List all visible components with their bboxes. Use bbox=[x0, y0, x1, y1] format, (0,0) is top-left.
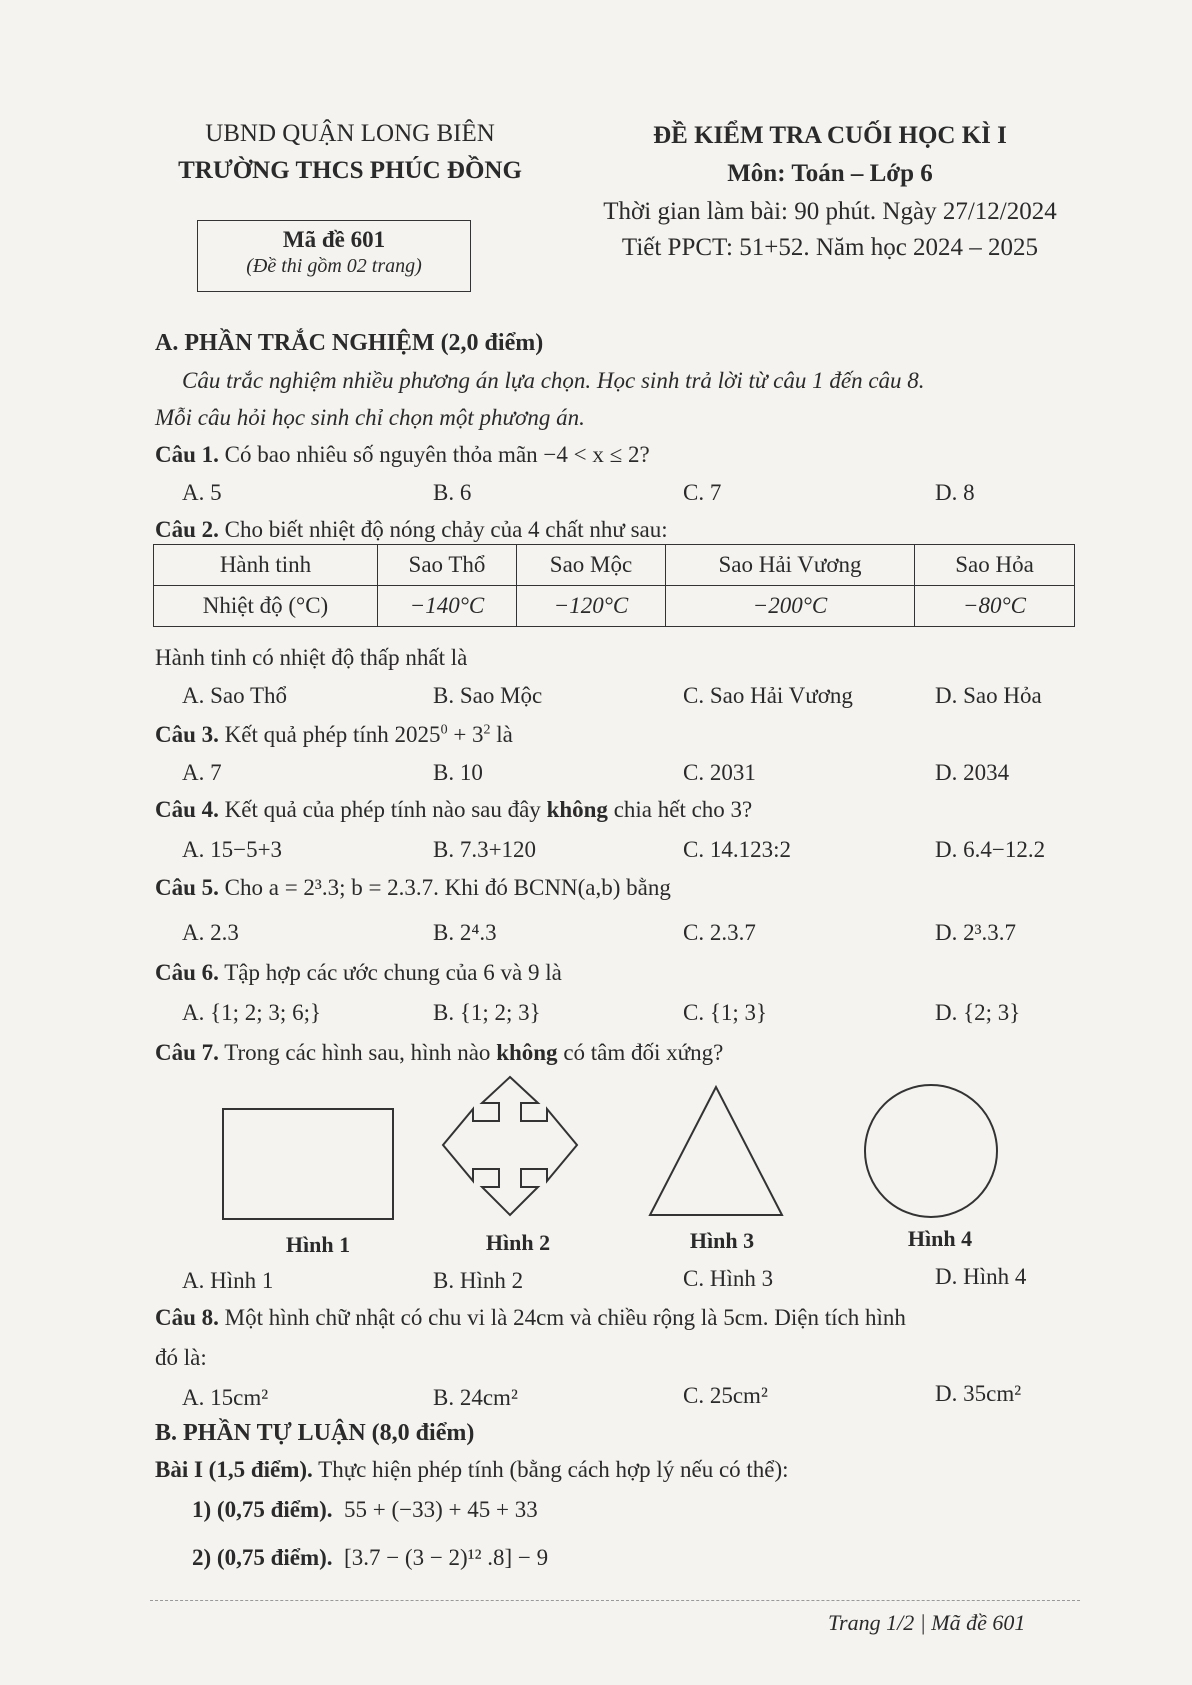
table-row bbox=[154, 586, 1075, 627]
footer-divider bbox=[150, 1600, 1080, 1601]
q3-option-a: A. 7 bbox=[182, 760, 222, 785]
table-cell: Sao Hải Vương bbox=[666, 545, 915, 586]
table-cell: Sao Hỏa bbox=[915, 545, 1075, 586]
question-label: Câu 8. bbox=[155, 1305, 219, 1330]
q2-follow-text: Hành tinh có nhiệt độ thấp nhất là bbox=[155, 645, 468, 670]
page-footer: Trang 1/2 | Mã đề 601 bbox=[828, 1610, 1026, 1635]
q1-option-d: D. 8 bbox=[935, 480, 975, 505]
question-label: Câu 5. bbox=[155, 875, 219, 900]
question-8 bbox=[155, 1305, 906, 1331]
part-a-intro-1: Câu trắc nghiệm nhiều phương án lựa chọn. Học sinh trả lời từ câu 1 đến câu 8. bbox=[182, 368, 925, 393]
table-cell: −120°C bbox=[517, 586, 666, 627]
q4-option-a: A. 15−5+3 bbox=[182, 837, 283, 862]
q5-option-d: D. 2³.3.7 bbox=[935, 920, 1017, 945]
q6-option-a: A. {1; 2; 3; 6;} bbox=[182, 1000, 321, 1025]
question-2 bbox=[155, 517, 668, 543]
figure-1-label: Hình 1 bbox=[285, 1232, 351, 1257]
question-1 bbox=[155, 442, 650, 468]
table-cell: −80°C bbox=[915, 586, 1075, 627]
question-emphasis: không bbox=[546, 797, 608, 822]
exam-period: Tiết PPCT: 51+52. Năm học 2024 – 2025 bbox=[621, 234, 1039, 261]
question-text: Một hình chữ nhật có chu vi là 24cm và chiều rộng là 5cm. Diện tích hình bbox=[224, 1305, 906, 1330]
temperature-table bbox=[153, 544, 1075, 627]
q6-option-c: C. {1; 3} bbox=[683, 1000, 768, 1025]
exam-time: Thời gian làm bài: 90 phút. Ngày 27/12/2024 bbox=[603, 198, 1057, 225]
q8-option-b: B. 24cm² bbox=[433, 1385, 518, 1410]
q7-option-d: D. Hình 4 bbox=[935, 1264, 1027, 1289]
item-expression: 55 + (−33) + 45 + 33 bbox=[344, 1497, 538, 1522]
question-text: Cho a = 2³.3; b = 2.3.7. Khi đó BCNN(a,b) bằng bbox=[224, 875, 671, 900]
q2-option-b: B. Sao Mộc bbox=[433, 683, 543, 708]
q2-option-d: D. Sao Hỏa bbox=[935, 683, 1042, 708]
question-label: Câu 1. bbox=[155, 442, 219, 467]
four-arrows-figure bbox=[435, 1075, 585, 1225]
exercise-text: Thực hiện phép tính (bằng cách hợp lý nếu có thể): bbox=[312, 1457, 789, 1482]
q5-option-c: C. 2.3.7 bbox=[683, 920, 756, 945]
table-cell: −200°C bbox=[666, 586, 915, 627]
q4-option-c: C. 14.123:2 bbox=[683, 837, 791, 862]
table-cell: Hành tinh bbox=[154, 545, 378, 586]
question-text: + 3 bbox=[447, 722, 484, 747]
table-cell: Sao Mộc bbox=[517, 545, 666, 586]
question-text: Kết quả phép tính 2025 bbox=[224, 722, 441, 747]
q8-option-a: A. 15cm² bbox=[182, 1385, 269, 1410]
district-name: UBND QUẬN LONG BIÊN bbox=[205, 120, 495, 147]
question-7 bbox=[155, 1040, 723, 1066]
question-label: Câu 4. bbox=[155, 797, 219, 822]
question-text: Có bao nhiêu số nguyên thỏa mãn −4 < x ≤ 2? bbox=[224, 442, 650, 467]
q8-option-c: C. 25cm² bbox=[683, 1383, 768, 1408]
part-b-title: B. PHẦN TỰ LUẬN (8,0 điểm) bbox=[155, 1420, 475, 1446]
part-a-intro-2: Mỗi câu hỏi học sinh chỉ chọn một phương án. bbox=[155, 405, 585, 430]
item-expression: [3.7 − (3 − 2)¹² .8] − 9 bbox=[344, 1545, 549, 1570]
pages-note: (Đề thi gồm 02 trang) bbox=[246, 255, 422, 277]
q5-option-a: A. 2.3 bbox=[182, 920, 239, 945]
subject: Môn: Toán – Lớp 6 bbox=[727, 160, 933, 187]
figure-3-label: Hình 3 bbox=[689, 1228, 755, 1253]
question-text: có tâm đối xứng? bbox=[557, 1040, 724, 1065]
q2-option-c: C. Sao Hải Vương bbox=[683, 683, 853, 708]
q5-option-b: B. 2⁴.3 bbox=[433, 920, 497, 945]
q1-option-b: B. 6 bbox=[433, 480, 472, 505]
q4-option-b: B. 7.3+120 bbox=[433, 837, 537, 862]
exercise-1-item-2 bbox=[192, 1545, 548, 1571]
question-label: Câu 3. bbox=[155, 722, 219, 747]
question-text: Kết quả của phép tính nào sau đây bbox=[224, 797, 547, 822]
exam-code: Mã đề 601 bbox=[282, 227, 386, 252]
question-text: là bbox=[490, 722, 513, 747]
question-text: Cho biết nhiệt độ nóng chảy của 4 chất như sau: bbox=[224, 517, 668, 542]
exam-title: ĐỀ KIỂM TRA CUỐI HỌC KÌ I bbox=[653, 122, 1007, 149]
exam-code-box bbox=[197, 220, 471, 292]
q3-option-c: C. 2031 bbox=[683, 760, 756, 785]
q2-option-a: A. Sao Thổ bbox=[182, 683, 287, 708]
question-6 bbox=[155, 960, 562, 986]
exponent: 0 bbox=[440, 722, 448, 738]
table-cell: −140°C bbox=[378, 586, 517, 627]
figure-2-label: Hình 2 bbox=[485, 1230, 551, 1255]
q3-option-b: B. 10 bbox=[433, 760, 483, 785]
question-4 bbox=[155, 797, 752, 823]
question-8-continued: đó là: bbox=[155, 1345, 207, 1370]
item-label: 2) (0,75 điểm). bbox=[192, 1545, 333, 1570]
table-cell: Sao Thổ bbox=[378, 545, 517, 586]
question-text: Trong các hình sau, hình nào bbox=[224, 1040, 497, 1065]
exercise-label: Bài I (1,5 điểm). bbox=[155, 1457, 313, 1482]
exercise-1-item-1 bbox=[192, 1497, 538, 1523]
q1-option-c: C. 7 bbox=[683, 480, 722, 505]
q7-option-b: B. Hình 2 bbox=[433, 1268, 524, 1293]
question-label: Câu 2. bbox=[155, 517, 219, 542]
question-text: Tập hợp các ước chung của 6 và 9 là bbox=[224, 960, 562, 985]
q7-option-a: A. Hình 1 bbox=[182, 1268, 274, 1293]
school-name: TRƯỜNG THCS PHÚC ĐỒNG bbox=[178, 157, 522, 184]
q4-option-d: D. 6.4−12.2 bbox=[935, 837, 1046, 862]
q3-option-d: D. 2034 bbox=[935, 760, 1010, 785]
q8-option-d: D. 35cm² bbox=[935, 1381, 1022, 1406]
q6-option-d: D. {2; 3} bbox=[935, 1000, 1021, 1025]
rectangle-figure bbox=[215, 1075, 405, 1225]
exercise-1 bbox=[155, 1457, 789, 1483]
question-label: Câu 7. bbox=[155, 1040, 219, 1065]
q1-option-a: A. 5 bbox=[182, 480, 222, 505]
question-3 bbox=[155, 722, 513, 748]
question-emphasis: không bbox=[496, 1040, 558, 1065]
figure-4-label: Hình 4 bbox=[907, 1226, 973, 1251]
question-text: chia hết cho 3? bbox=[607, 797, 753, 822]
q7-option-c: C. Hình 3 bbox=[683, 1266, 774, 1291]
item-label: 1) (0,75 điểm). bbox=[192, 1497, 333, 1522]
table-cell: Nhiệt độ (°C) bbox=[154, 586, 378, 627]
question-label: Câu 6. bbox=[155, 960, 219, 985]
question-5 bbox=[155, 875, 671, 901]
table-header-row bbox=[154, 545, 1075, 586]
circle-figure bbox=[855, 1075, 1005, 1225]
q6-option-b: B. {1; 2; 3} bbox=[433, 1000, 541, 1025]
part-a-title: A. PHẦN TRẮC NGHIỆM (2,0 điểm) bbox=[155, 330, 544, 356]
triangle-figure bbox=[645, 1075, 795, 1225]
exponent: 2 bbox=[483, 722, 491, 738]
